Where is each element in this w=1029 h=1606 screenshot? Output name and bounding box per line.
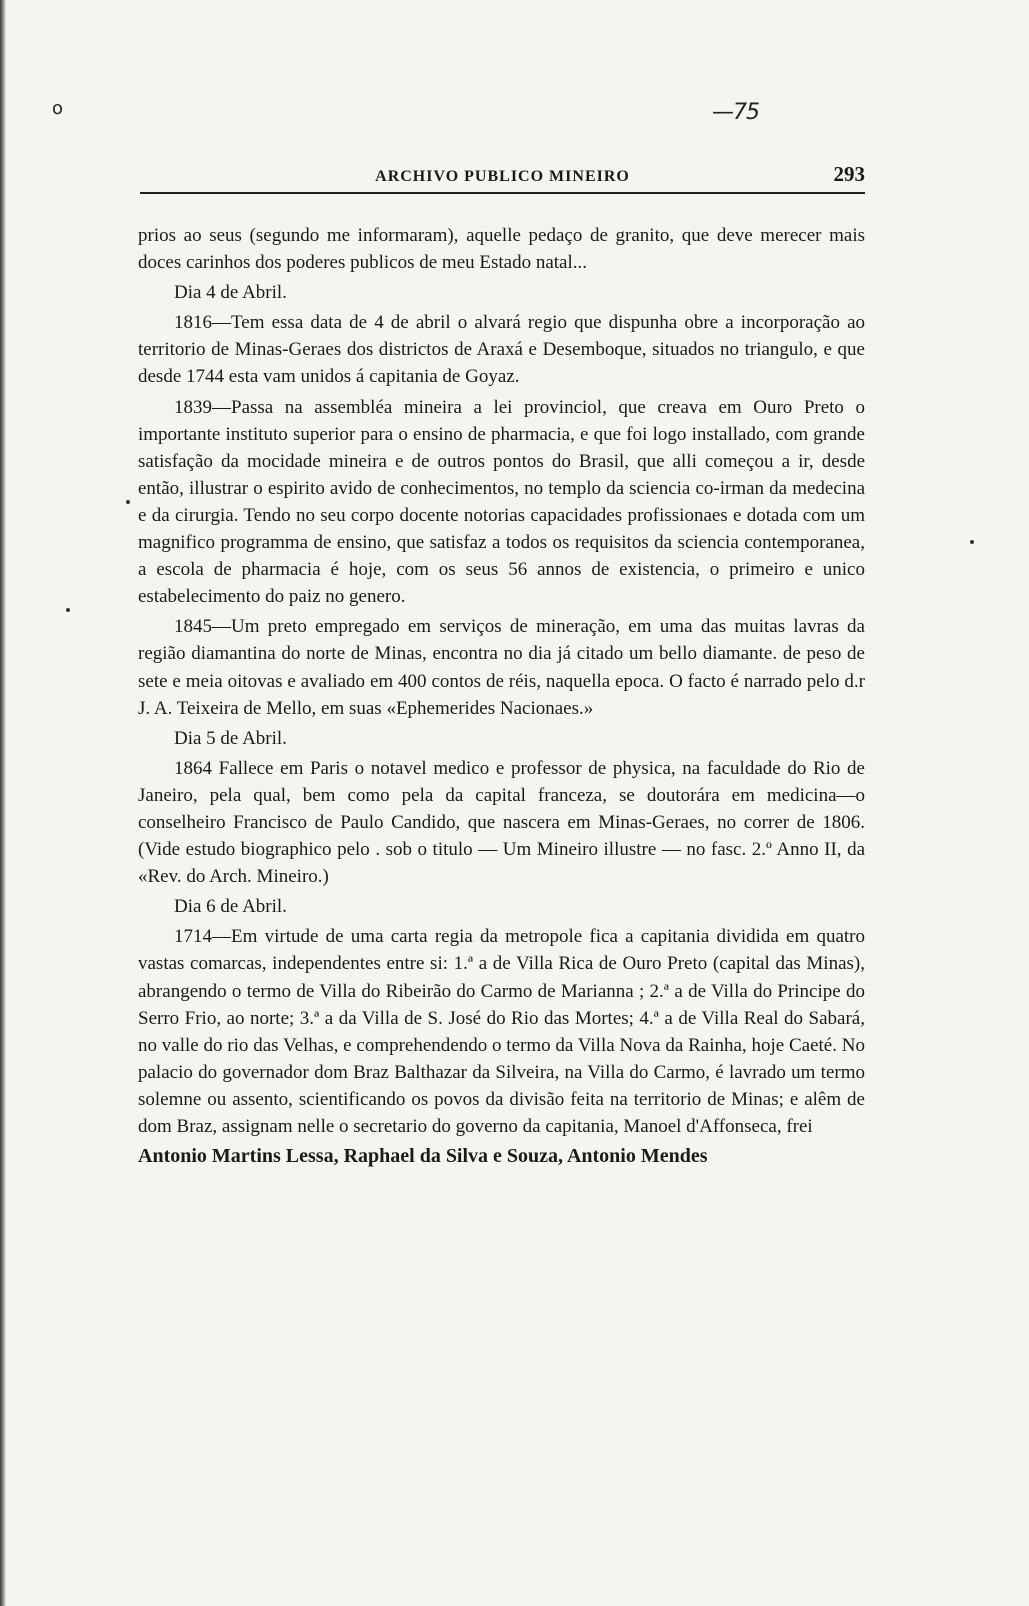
ink-speck — [66, 608, 70, 612]
scan-edge-shadow — [0, 0, 6, 1606]
entry-1714-continuation: Antonio Martins Lessa, Raphael da Silva e Souza, Antonio Mendes — [138, 1145, 708, 1168]
entry-1864: 1864 Fallece em Paris o notavel medico e professor de physica, na faculdade do Rio de Janeiro, pela qual, bem como pela da capital franceza, se doutorára em medicina—o conselheiro Francisco de Paulo Candido, que nascera em Minas-Geraes, no correr de 1806. (Vide estudo biographico pelo . sob o titulo — Um Mineiro illustre — no fasc. 2.º Anno II, da «Rev. do Arch. Mineiro.) — [138, 757, 865, 888]
page-header — [140, 162, 865, 194]
date-heading: Dia 6 de Abril. — [174, 896, 287, 918]
pencil-annotation: —75 — [712, 100, 759, 125]
date-heading: Dia 4 de Abril. — [174, 282, 287, 304]
corner-mark: o — [52, 98, 64, 119]
entry-1816: 1816—Tem essa data de 4 de abril o alvará regio que dispunha obre a incorporação ao territorio de Minas-Geraes dos districtos de Araxá e Desemboque, situados no triangulo, e que desde 1744 esta vam unidos á capitania de Goyaz. — [138, 312, 865, 388]
ink-speck — [126, 500, 130, 504]
paragraph-continuation: prios ao seus (segundo me informaram), aquelle pedaço de granito, que deve merecer mais doces carinhos dos poderes publicos de meu Estado natal... — [138, 225, 865, 274]
running-title: ARCHIVO PUBLICO MINEIRO — [375, 168, 630, 185]
entry-1845: 1845—Um preto empregado em serviços de mineração, em uma das muitas lavras da região diamantina do norte de Minas, encontra no dia já citado um bello diamante. de peso de sete e meia oitovas e avaliado em 400 contos de réis, naquella epoca. O facto é narrado pelo d.r J. A. Teixeira de Mello, em suas «Ephemerides Nacionaes.» — [138, 616, 865, 719]
entry-1714: 1714—Em virtude de uma carta regia da metropole fica a capitania dividida em quatro vastas comarcas, independentes entre si: 1.ª a de Villa Rica de Ouro Preto (capital das Minas), abrangendo o termo de Villa do Ribeirão do Carmo de Marianna ; 2.ª a de Villa do Principe do Serro Frio, ao norte; 3.ª a da Villa de S. José do Rio das Mortes; 4.ª a de Villa Real do Sabará, no valle do rio das Velhas, e comprehendendo o termo da Villa Nova da Rainha, hoje Caeté. No palacio do governador dom Braz Balthazar da Silveira, na Villa do Carmo, é lavrado um termo solemne ou assento, scientificando os povos da divisão feita na territorio de Minas; e alêm de dom Braz, assignam nelle o secretario do governo da capitania, Manoel d'Affonseca, frei — [138, 926, 865, 1137]
page-number: 293 — [833, 162, 865, 186]
document-body — [138, 222, 865, 1173]
date-heading: Dia 5 de Abril. — [174, 727, 287, 749]
ink-speck — [970, 540, 974, 544]
entry-1839: 1839—Passa na assembléa mineira a lei provinciol, que creava em Ouro Preto o importante instituto superior para o ensino de pharmacia, e que foi logo installado, com grande satisfação da mocidade mineira e de outros pontos do Brasil, que alli começou a ir, desde então, illustrar o espirito avido de conhecimentos, no templo da sciencia co-irman da medecina e da cirurgia. Tendo no seu corpo docente notorias capacidades profissionaes e dotada com um magnifico programma de ensino, que satisfaz a todos os requisitos da sciencia contemporanea, a escola de pharmacia é hoje, com os seus 56 annos de existencia, o primeiro e unico estabelecimento do paiz no genero. — [138, 396, 865, 608]
